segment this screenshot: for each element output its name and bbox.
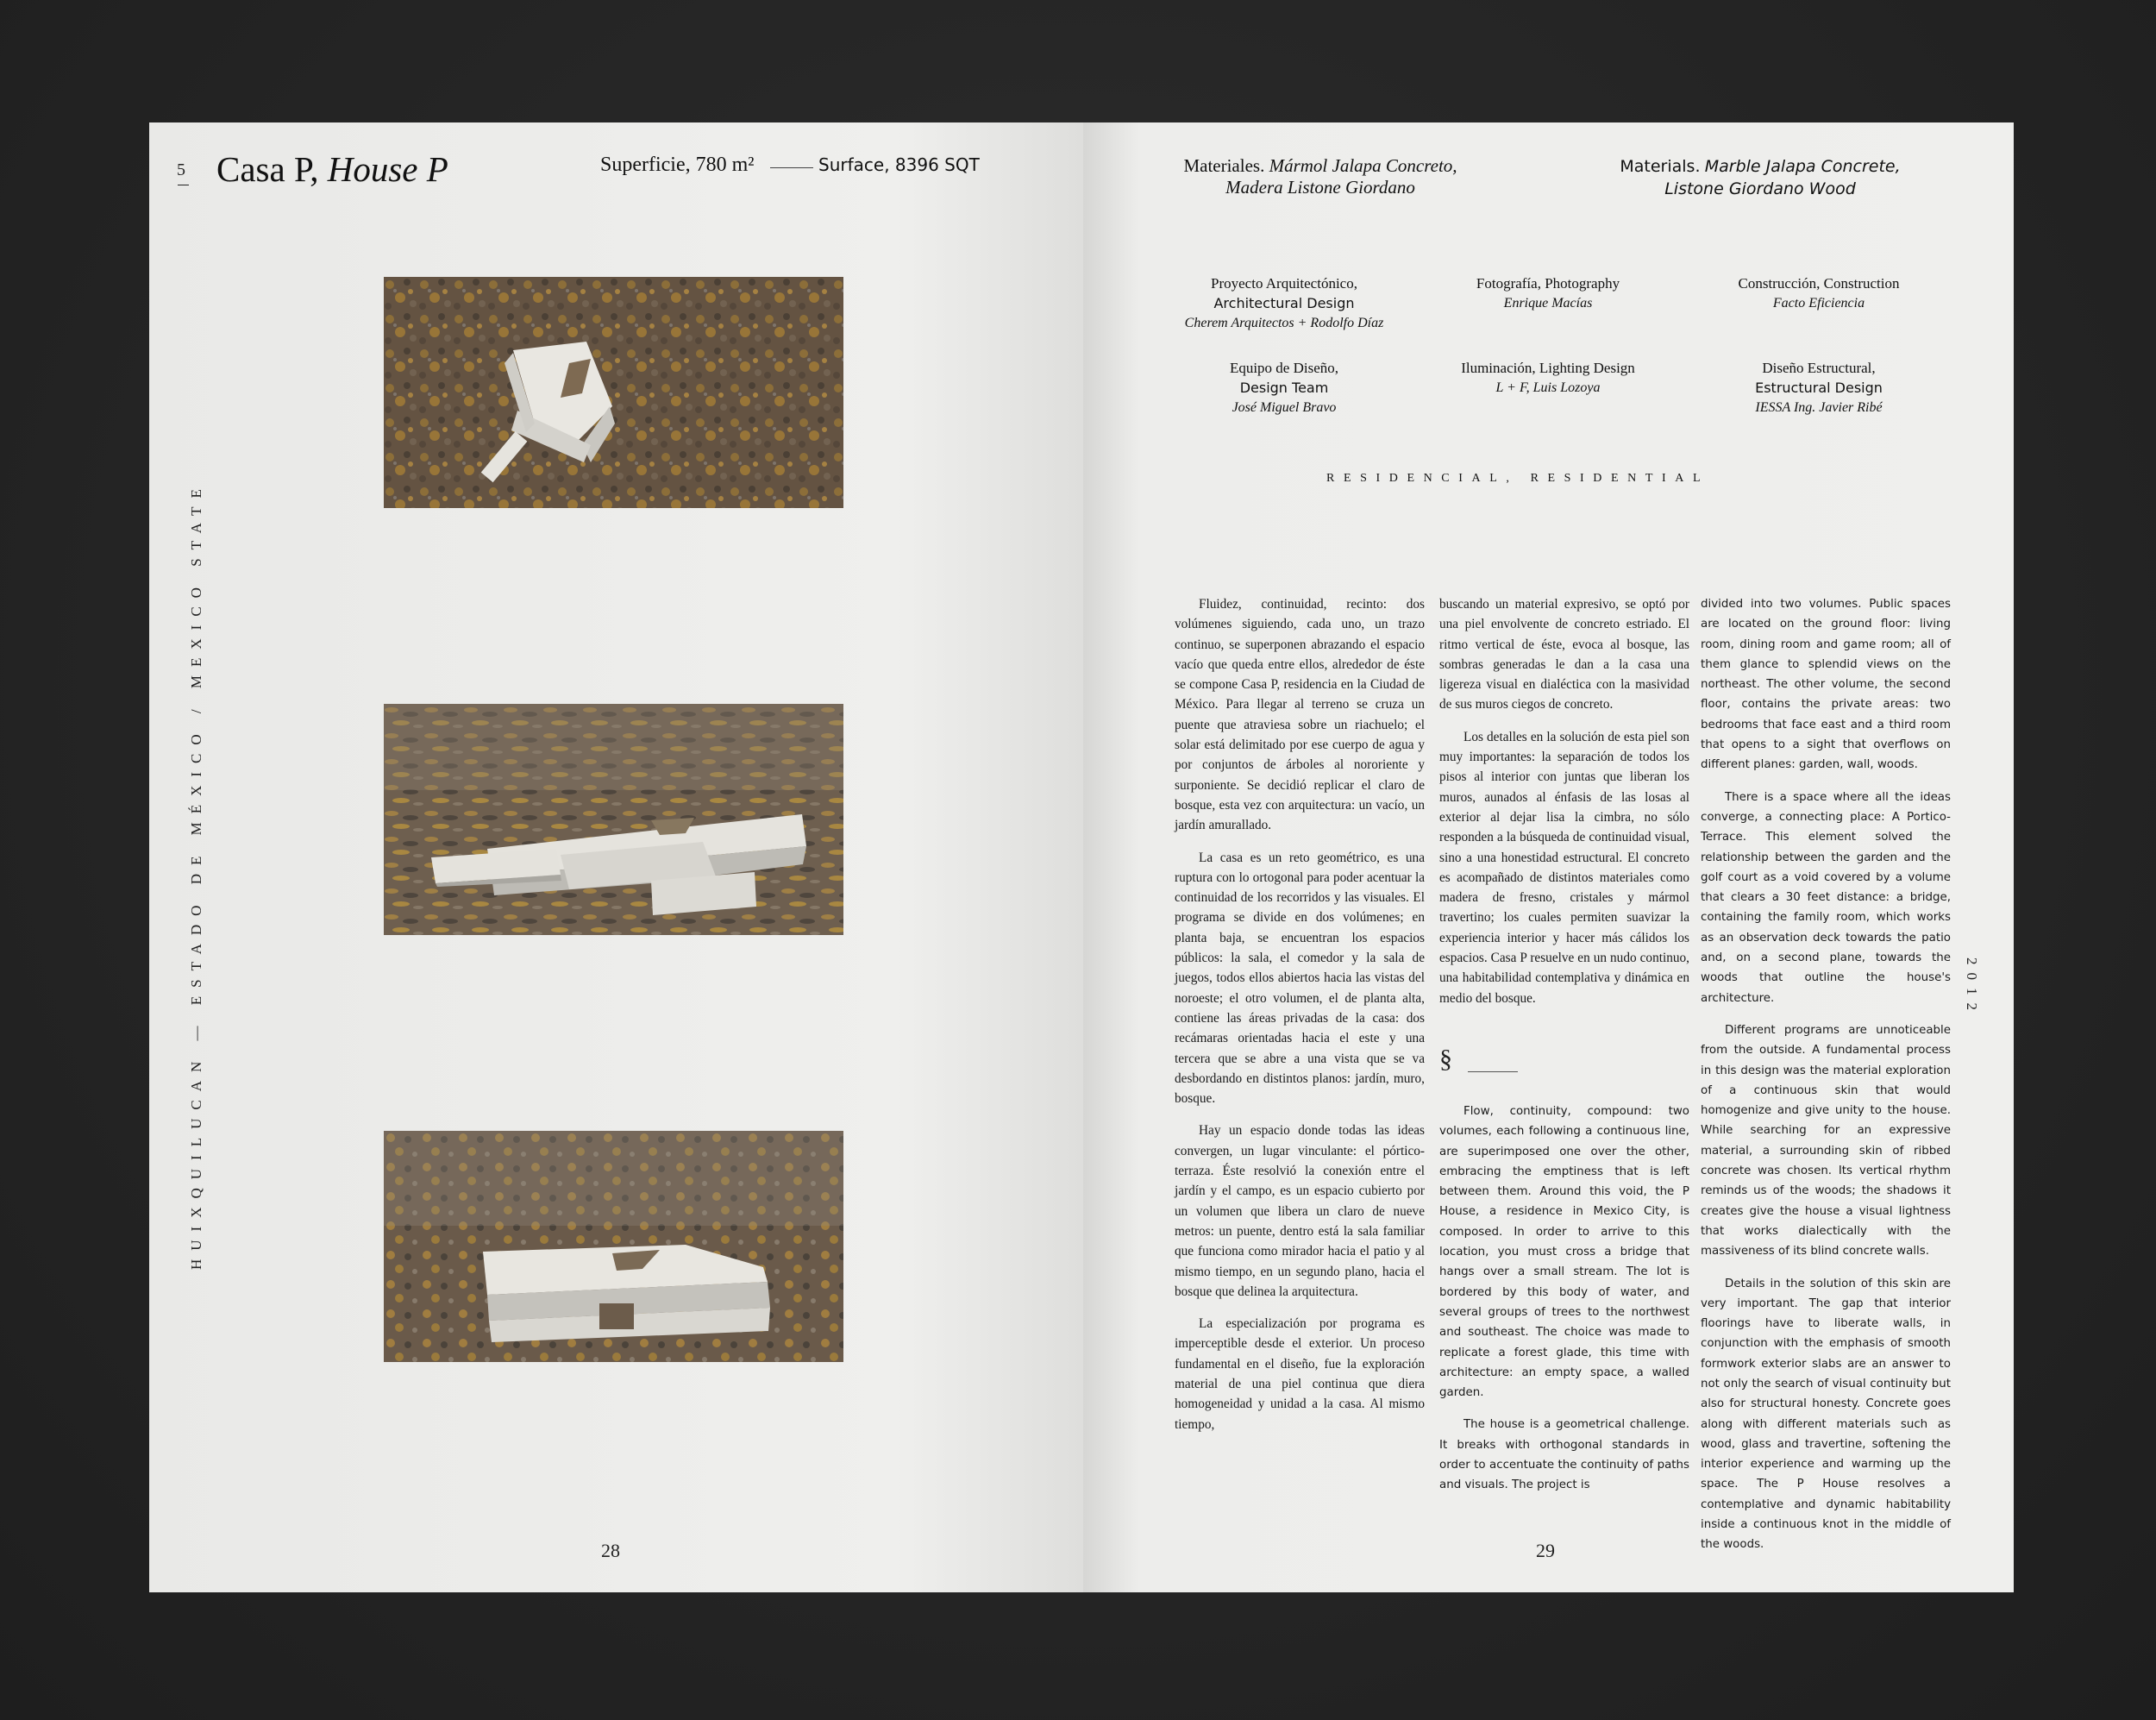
credit-design-team <box>1155 358 1413 417</box>
credit-role-english: Estructural Design <box>1755 380 1883 396</box>
credit-role: Construcción, Construction <box>1738 275 1900 292</box>
credit-name: Cherem Arquitectos + Rodolfo Díaz <box>1184 316 1384 330</box>
paragraph: buscando un material expresivo, se optó por una piel envolvente de concreto estriado. El ritmo vertical de éste, evoca al bosque, las sombras generadas le dan a la casa una ligereza visual en dialéctica con la masividad de sus muros ciegos de concreto. <box>1439 597 1689 712</box>
text-column-english-1 <box>1439 1102 1689 1508</box>
materials-english <box>1596 155 1924 200</box>
surface-spanish: Superficie, 780 m² <box>600 154 755 176</box>
credit-lighting-design <box>1419 358 1677 398</box>
text-column-spanish-2 <box>1439 594 1689 1020</box>
photo-house-aerial <box>384 277 843 508</box>
paragraph: The house is a geometrical challenge. It breaks with orthogonal standards in order to accentuate the continuity of paths and visuals. The project is <box>1439 1418 1689 1492</box>
credit-role: Iluminación, Lighting Design <box>1461 360 1635 376</box>
section-label: RESIDENCIAL, RESIDENTIAL <box>1326 472 1710 485</box>
credit-name: L + F, Luis Lozoya <box>1495 380 1601 395</box>
section-mark: § <box>1439 1045 1452 1073</box>
credit-role: Diseño Estructural, <box>1762 360 1876 376</box>
section-mark-rule <box>1468 1071 1518 1072</box>
right-page <box>1083 122 2014 1592</box>
paragraph: Different programs are unnoticeable from the outside. A fundamental process in this design was the material exploration of a continuous skin that would homogenize and give unity to the house. While searching for an expressive material, a surrounding skin of ribbed concrete was chosen. Its vertical rhythm reminds us of the woods; the shadows it creates give the house a visual lightness that works dialectically with the massiveness of its blind concrete walls. <box>1701 1023 1951 1259</box>
credit-role-english: Architectural Design <box>1213 295 1355 311</box>
photo-house-side <box>384 704 843 935</box>
credit-architectural-design <box>1155 273 1413 333</box>
paragraph: La especialización por programa es imperceptible desde el exterior. Un proceso fundamental en el diseño, fue la exploración material de una piel continua que diera homogeneidad y unidad a la casa. Al mismo tiempo, <box>1175 1316 1425 1432</box>
paragraph: divided into two volumes. Public spaces are located on the ground floor: living room, dining room and game room; all of them glance to splendid views on the northeast. The other volume, the second floor, contains the private areas: two bedrooms that face east and a third room that opens to a sight that overflows on different planes: garden, wall, woods. <box>1701 598 1951 772</box>
paragraph: Flow, continuity, compound: two volumes, each following a continuous line, are superimposed one over the other, embracing the emptiness that is left between them. Around this void, the P House, a residence in Mexico City, is composed. In order to arrive to this location, you must cross a bridge that hangs over a small stream. The lot is bordered by this body of water, and several groups of trees to the northwest and southeast. The choice was made to replicate a forest glade, this time with architecture: an empty space, a walled garden. <box>1439 1105 1689 1400</box>
credit-name: José Miguel Bravo <box>1232 400 1337 415</box>
credit-role: Equipo de Diseño, <box>1229 360 1339 376</box>
paragraph: Details in the solution of this skin are very important. The gap that interior floorings have to liberate walls, in conjunction with the emphasis of smooth formwork exterior slabs are an answer to not only the search of visual continuity but also for structural honesty. Concrete goes along with different materials such as wood, glass and travertine, softening the interior experience and warming up the space. The P House resolves a contemplative and dynamic habitability inside a continuous knot in the middle of the woods. <box>1701 1277 1951 1552</box>
year-label: 2012 <box>1964 957 1980 1018</box>
materials-en-line1: Marble Jalapa Concrete, <box>1704 157 1901 176</box>
photo-house-front <box>384 1131 843 1362</box>
materials-spanish <box>1165 155 1476 198</box>
materials-en-line2: Listone Giordano Wood <box>1664 179 1856 198</box>
credit-construction <box>1689 273 1948 313</box>
materials-es-line2: Madera Listone Giordano <box>1225 177 1415 198</box>
credit-name: IESSA Ing. Javier Ribé <box>1755 400 1883 415</box>
text-column-spanish-1 <box>1175 594 1425 1447</box>
materials-es-label: Materiales. <box>1183 155 1265 176</box>
materials-es-line1: Mármol Jalapa Concreto, <box>1269 155 1457 176</box>
paragraph: Fluidez, continuidad, recinto: dos volúmenes siguiendo, cada uno, un trazo continuo, se superponen abrazando el espacio vacío que queda entre ellos, alrededor de éste se compone Casa P, residencia en la Ciudad de México. Para llegar al terreno se cruza un puente que atraviesa sobre un riachuelo; el solar está delimitado por ese cuerpo de agua y por conjuntos de árboles al nororiente y surponiente. Se decidió replicar el claro de bosque, esta vez con arquitectura: un vacío, un jardín amurallado. <box>1175 597 1425 833</box>
paragraph: Hay un espacio donde todas las ideas convergen, un lugar vinculante: el pórtico-terraza. Éste resolvió la conexión entre el jardín y el campo, es un espacio cubierto por un volumen que libera un claro de nueve metros: un puente, dentro está la sala familiar que funciona como mirador hacia el patio y al mismo tiempo, en un segundo plano, hacia el bosque que delinea la arquitectura. <box>1175 1123 1425 1299</box>
page-title <box>216 148 448 190</box>
vertical-location-label: HUIXQUILUCAN — ESTADO DE MÉXICO / MEXICO STATE <box>188 480 204 1270</box>
paragraph: Los detalles en la solución de esta piel son muy importantes: la separación de todos los pisos al interior con juntas que liberan los muros, aunados al énfasis de las losas al exterior al dejar lisa la cimbra, no sólo responden a la búsqueda de continuidad visual, sino a una honestidad estructural. El concreto es acompañado de distintos materiales como madera de fresno, cristales y mármol travertino; los cuales permiten suavizar la experiencia interior y hacer más cálidos los espacios. Casa P resuelve en un nudo continuo, una habitabilidad contemplativa y dinámica en medio del bosque. <box>1439 729 1689 1006</box>
issue-number: 5 <box>177 160 185 179</box>
credit-name: Enrique Macías <box>1503 296 1593 311</box>
surface-english: Surface, 8396 SQT <box>818 154 980 175</box>
text-column-english-2 <box>1701 594 1951 1567</box>
credit-name: Facto Eficiencia <box>1772 296 1865 311</box>
credit-role: Proyecto Arquitectónico, <box>1211 275 1357 292</box>
credit-role-english: Design Team <box>1239 380 1329 396</box>
paragraph: La casa es un reto geométrico, es una ruptura con lo ortogonal para poder acentuar la continuidad de los recorridos y las visuales. El programa se divide en dos volúmenes; en planta baja, se encuentran los espacios públicos: la sala, el comedor y la sala de juegos, todos ellos abiertos hacia las vistas del noroeste; el otro volumen, el de planta alta, contiene las áreas privadas de la casa: dos recámaras orientadas hacia el este y una tercera que se abre a una vista que se va desbordando en distintos planos: jardín, muro, bosque. <box>1175 850 1425 1107</box>
credit-photography <box>1419 273 1677 313</box>
surface-divider <box>770 167 813 168</box>
materials-en-label: Materials. <box>1620 157 1701 176</box>
credit-role: Fotografía, Photography <box>1476 275 1620 292</box>
title-spanish: Casa P, <box>216 149 328 189</box>
page-number-right: 29 <box>1536 1540 1555 1561</box>
page-number-left: 28 <box>601 1540 620 1561</box>
left-page <box>149 122 1083 1592</box>
title-english: House P <box>327 149 448 189</box>
paragraph: There is a space where all the ideas converge, a connecting place: A Portico-Terrace. This element solved the relationship between the garden and the golf court as a void covered by a volume that clears a 30 feet distance: a bridge, containing the family room, which works as an observation deck towards the patio and, on a second plane, towards the woods that outline the house's architecture. <box>1701 790 1951 1005</box>
credit-structural-design <box>1689 358 1948 417</box>
